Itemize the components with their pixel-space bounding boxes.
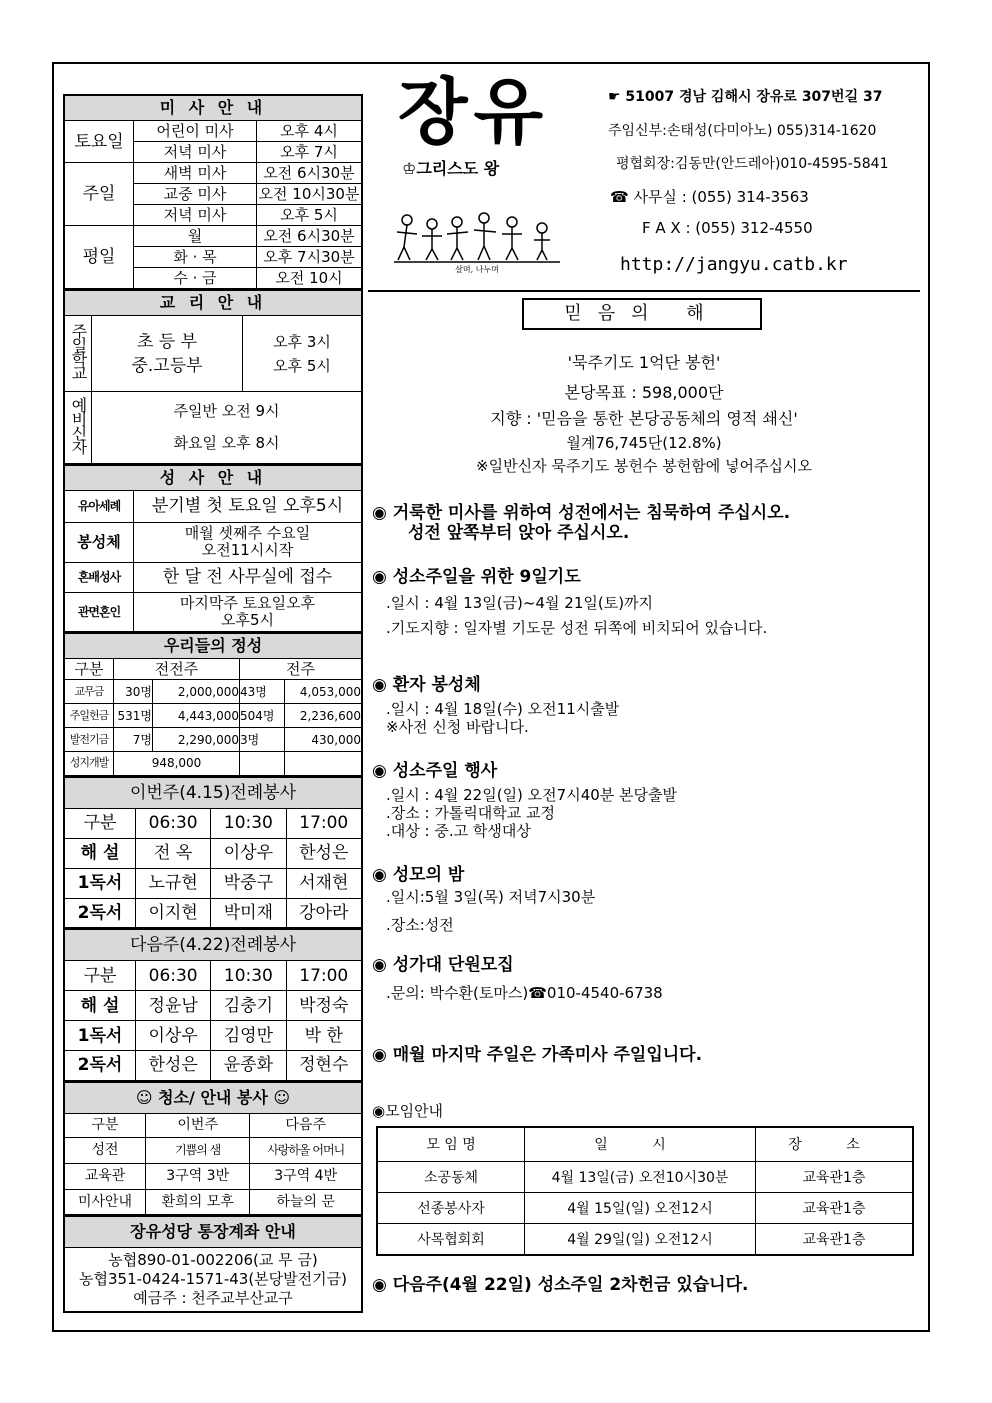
sat-mass-1: 어린이 미사 xyxy=(134,121,257,142)
rosary-goal: 본당목표 : 598,000단 xyxy=(564,383,724,402)
sun-label: 주일 xyxy=(64,163,134,226)
cat-times: 주일반 오전 9시 화요일 오후 8시 xyxy=(92,392,363,464)
mary-night-date: .일시:5월 3일(목) 저녁7시30분 xyxy=(386,888,596,906)
mass-title: 미 사 안 내 xyxy=(64,95,362,121)
sat-label: 토요일 xyxy=(64,121,134,163)
address: ☛ 51007 경남 김해시 장유로 307번길 37 xyxy=(608,89,883,105)
rosary-intent: 지향 : '믿음을 통한 본당공동체의 영적 쇄신' xyxy=(490,409,798,428)
year-of-faith-box: 믿음의 해 xyxy=(522,298,762,330)
sat-time-1: 오후 4시 xyxy=(257,121,363,142)
sac-label-4: 관면혼인 xyxy=(64,592,134,632)
service-this-title: 이번주(4.15)전례봉사 xyxy=(64,777,362,808)
mary-night-place: .장소:성전 xyxy=(386,916,454,934)
meeting-row: 선종봉사자 4월 15일(일) 오전12시 교육관1층 xyxy=(377,1192,913,1223)
header-divider xyxy=(368,290,920,292)
community-illustration xyxy=(392,202,562,274)
vocation-date: .일시 : 4월 22일(일) 오전7시40분 본당출발 xyxy=(386,786,677,804)
office-phone: ☎ 사무실 : (055) 314-3563 xyxy=(610,188,809,206)
fax-number: F A X : (055) 312-4550 xyxy=(642,219,813,237)
sun-time-1: 오전 6시30분 xyxy=(257,163,363,184)
choir-contact: .문의: 박수환(토마스)☎010-4540-6738 xyxy=(386,984,663,1002)
meeting-row: 소공동체 4월 13일(금) 오전10시30분 교육관1층 xyxy=(377,1161,913,1192)
feast-subtitle: ♔그리스도 왕 xyxy=(402,159,500,178)
school-groups: 초 등 부 중.고등부 xyxy=(92,316,243,392)
cleaning-title: ☺ 청소/ 안내 봉사 ☺ xyxy=(64,1082,362,1113)
cat-label: 예비신자 xyxy=(69,396,88,453)
sun-mass-2: 교중 미사 xyxy=(134,184,257,205)
notice-mary-night: ◉ 성모의 밤 xyxy=(372,865,465,885)
offering-table: 우리들의 정성 구분 전전주 전주 교무금 30명 2,000,000 43명 4,053,000 주일헌금 531명 4,443,000 504명 2,236,600 발전기금 7명 2,290,000 3명 430,000 성지개발 948,000 xyxy=(63,633,363,777)
picture-caption: 살며, 나누며 xyxy=(455,265,499,274)
week-label: 평일 xyxy=(64,226,134,290)
notice-novena: ◉ 성소주일을 위한 9일기도 xyxy=(372,567,581,587)
account-title: 장유성당 통장계좌 안내 xyxy=(64,1217,362,1248)
notice-second-collection: ◉ 다음주(4월 22일) 성소주일 2차헌금 있습니다. xyxy=(372,1275,749,1295)
notice-silence-2: 성전 앞쪽부터 앉아 주십시오. xyxy=(408,523,630,543)
week-time-2: 오후 7시30분 xyxy=(257,247,363,268)
sick-communion-note: ※사전 신청 바랍니다. xyxy=(386,718,529,736)
sun-mass-3: 저녁 미사 xyxy=(134,205,257,226)
meeting-table: 모 임 명 일 시 장 소 소공동체 4월 13일(금) 오전10시30분 교육관1층 선종봉사자 4월 15일(일) 오전12시 교육관1층 사목협회회 4월 29일(일) 오전12시 교육관1층 xyxy=(376,1126,914,1256)
website-link[interactable]: http://jangyu.catb.kr xyxy=(620,254,848,275)
week-time-1: 오전 6시30분 xyxy=(257,226,363,247)
parish-logo: 장유 xyxy=(398,69,550,154)
school-label: 주일학교 xyxy=(69,323,88,379)
notice-sick-communion: ◉ 환자 봉성체 xyxy=(372,675,481,695)
meeting-row: 사목협회회 4월 29일(일) 오전12시 교육관1층 xyxy=(377,1223,913,1255)
doctrine-title: 교 리 안 내 xyxy=(64,291,362,316)
notice-vocation-event: ◉ 성소주일 행사 xyxy=(372,761,498,781)
sun-mass-1: 새벽 미사 xyxy=(134,163,257,184)
council-info: 평협회장:김동만(안드레아)010-4595-5841 xyxy=(616,156,889,172)
account-table xyxy=(63,1216,363,1313)
sun-time-3: 오후 5시 xyxy=(257,205,363,226)
rosary-title: '묵주기도 1억단 봉헌' xyxy=(567,353,721,372)
cleaning-table: ☺ 청소/ 안내 봉사 ☺ 구분 이번주 다음주 성전 기쁨의 샘 사랑하올 어머니 교육관 3구역 3반 3구역 4반 미사안내 환희의 모후 하늘의 문 xyxy=(63,1082,363,1217)
vocation-target: .대상 : 중.고 학생대상 xyxy=(386,822,531,840)
pastor-info: 주임신부:손태성(다미아노) 055)314-1620 xyxy=(608,123,877,139)
sat-time-2: 오후 7시 xyxy=(257,142,363,163)
week-day-1: 월 xyxy=(134,226,257,247)
notice-choir: ◉ 성가대 단원모집 xyxy=(372,955,514,975)
sac-label-2: 봉성체 xyxy=(64,522,134,562)
account-lines: 농협890-01-002206(교 무 금) 농협351-0424-1571-43(본당발전기금) 예금주 : 천주교부산교구 xyxy=(64,1248,362,1313)
school-times: 오후 3시 오후 5시 xyxy=(243,316,363,392)
sun-time-2: 오전 10시30분 xyxy=(257,184,363,205)
sac-label-1: 유아세례 xyxy=(64,490,134,522)
sac-value-2: 매월 셋째주 수요일 오전11시시작 xyxy=(134,522,363,562)
rosary-month: 월계76,745단(12.8%) xyxy=(566,434,722,452)
vocation-place: .장소 : 가톨릭대학교 교정 xyxy=(386,804,556,822)
service-next-title: 다음주(4.22)전례봉사 xyxy=(64,930,362,961)
service-this-table: 이번주(4.15)전례봉사 구분 06:30 10:30 17:00 해 설 전 옥 이상우 한성은 1독서 노규현 박중구 서재현 2독서 이지현 박미재 강아라 xyxy=(63,777,363,930)
week-time-3: 오전 10시 xyxy=(257,268,363,290)
sat-mass-2: 저녁 미사 xyxy=(134,142,257,163)
mass-table xyxy=(63,94,363,290)
novena-date: .일시 : 4월 13일(금)~4월 21일(토)까지 xyxy=(386,594,654,612)
sick-communion-date: .일시 : 4월 18일(수) 오전11시출발 xyxy=(386,700,620,718)
sac-value-3: 한 달 전 사무실에 접수 xyxy=(134,562,363,592)
sacrament-title: 성 사 안 내 xyxy=(64,465,362,490)
rosary-note: ※일반신자 묵주기도 봉헌수 봉헌함에 넣어주십시오 xyxy=(476,457,812,475)
notice-silence: ◉ 거룩한 미사를 위하여 성전에서는 침묵하여 주십시오. xyxy=(372,503,791,523)
meeting-heading: ◉모임안내 xyxy=(372,1102,444,1120)
sac-label-3: 혼배성사 xyxy=(64,562,134,592)
novena-intent: .기도지향 : 일자별 기도문 성전 뒤쪽에 비치되어 있습니다. xyxy=(386,619,768,637)
left-column xyxy=(63,94,363,1313)
service-next-table: 다음주(4.22)전례봉사 구분 06:30 10:30 17:00 해 설 정윤남 김충기 박정숙 1독서 이상우 김영만 박 한 2독서 한성은 윤종화 정현수 xyxy=(63,929,363,1082)
doctrine-table xyxy=(63,290,363,465)
week-day-3: 수 · 금 xyxy=(134,268,257,290)
sac-value-1: 분기별 첫 토요일 오후5시 xyxy=(134,490,363,522)
notice-family-mass: ◉ 매월 마지막 주일은 가족미사 주일입니다. xyxy=(372,1045,703,1065)
sacrament-table xyxy=(63,465,363,634)
sac-value-4: 마지막주 토요일오후 오후5시 xyxy=(134,592,363,632)
offering-title: 우리들의 정성 xyxy=(64,634,362,659)
week-day-2: 화 · 목 xyxy=(134,247,257,268)
